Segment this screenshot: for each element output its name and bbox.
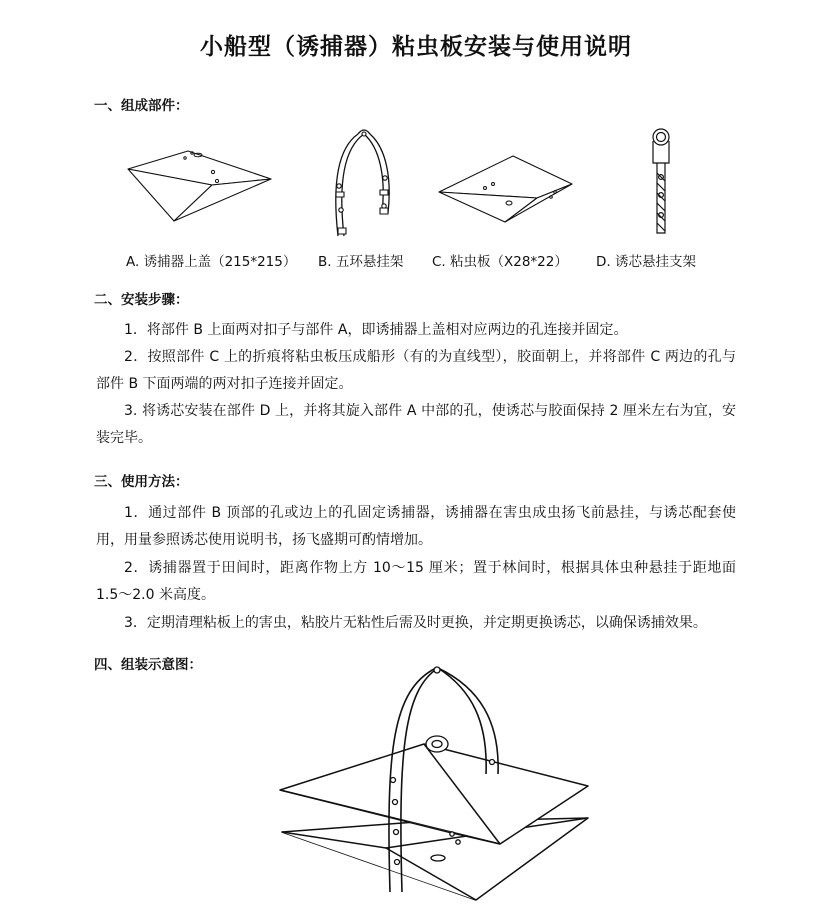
part-label-c: C. 粘虫板（X28*22） bbox=[432, 254, 568, 270]
lure-holder-icon bbox=[644, 127, 678, 239]
page-title: 小船型（诱捕器）粘虫板安装与使用说明 bbox=[200, 34, 632, 60]
five-ring-hanger-icon bbox=[328, 128, 398, 240]
trap-lid-icon bbox=[126, 145, 274, 223]
section-heading-components: 一、组成部件： bbox=[94, 98, 189, 114]
usage-step-1: 1．通过部件 B 顶部的孔或边上的孔固定诱捕器，诱捕器在害虫成虫扬飞前悬挂，与诱芯配套使用，用量参照诱芯使用说明书，扬飞盛期可酌情增加。 bbox=[96, 505, 736, 548]
section-heading-usage: 三、使用方法： bbox=[94, 474, 189, 490]
usage-step-2: 2．诱捕器置于田间时，距离作物上方 10～15 厘米；置于林间时，根据具体虫种悬挂于距地面 1.5～2.0 米高度。 bbox=[96, 560, 736, 603]
usage-step-3: 3．定期清理粘板上的害虫，粘胶片无粘性后需及时更换，并定期更换诱芯，以确保诱捕效果。 bbox=[124, 615, 707, 631]
part-label-b: B. 五环悬挂架 bbox=[318, 254, 404, 270]
installation-step-2: 2．按照部件 C 上的折痕将粘虫板压成船形（有的为直线型），胶面朝上，并将部件 C 两边的孔与部件 B 下面两端的两对扣子连接并固定。 bbox=[96, 349, 736, 392]
sticky-board-icon bbox=[437, 154, 575, 226]
installation-step-1: 1．将部件 B 上面两对扣子与部件 A，即诱捕器上盖相对应两边的孔连接并固定。 bbox=[124, 322, 628, 338]
assembled-trap-icon bbox=[276, 662, 606, 905]
section-heading-diagram: 四、组装示意图： bbox=[94, 657, 202, 673]
section-heading-installation: 二、安装步骤： bbox=[94, 292, 189, 308]
part-label-a: A. 诱捕器上盖（215*215） bbox=[126, 254, 297, 270]
part-label-d: D. 诱芯悬挂支架 bbox=[596, 254, 696, 270]
installation-step-3: 3. 将诱芯安装在部件 D 上，并将其旋入部件 A 中部的孔，使诱芯与胶面保持 2 厘米左右为宜，安装完毕。 bbox=[96, 403, 736, 446]
